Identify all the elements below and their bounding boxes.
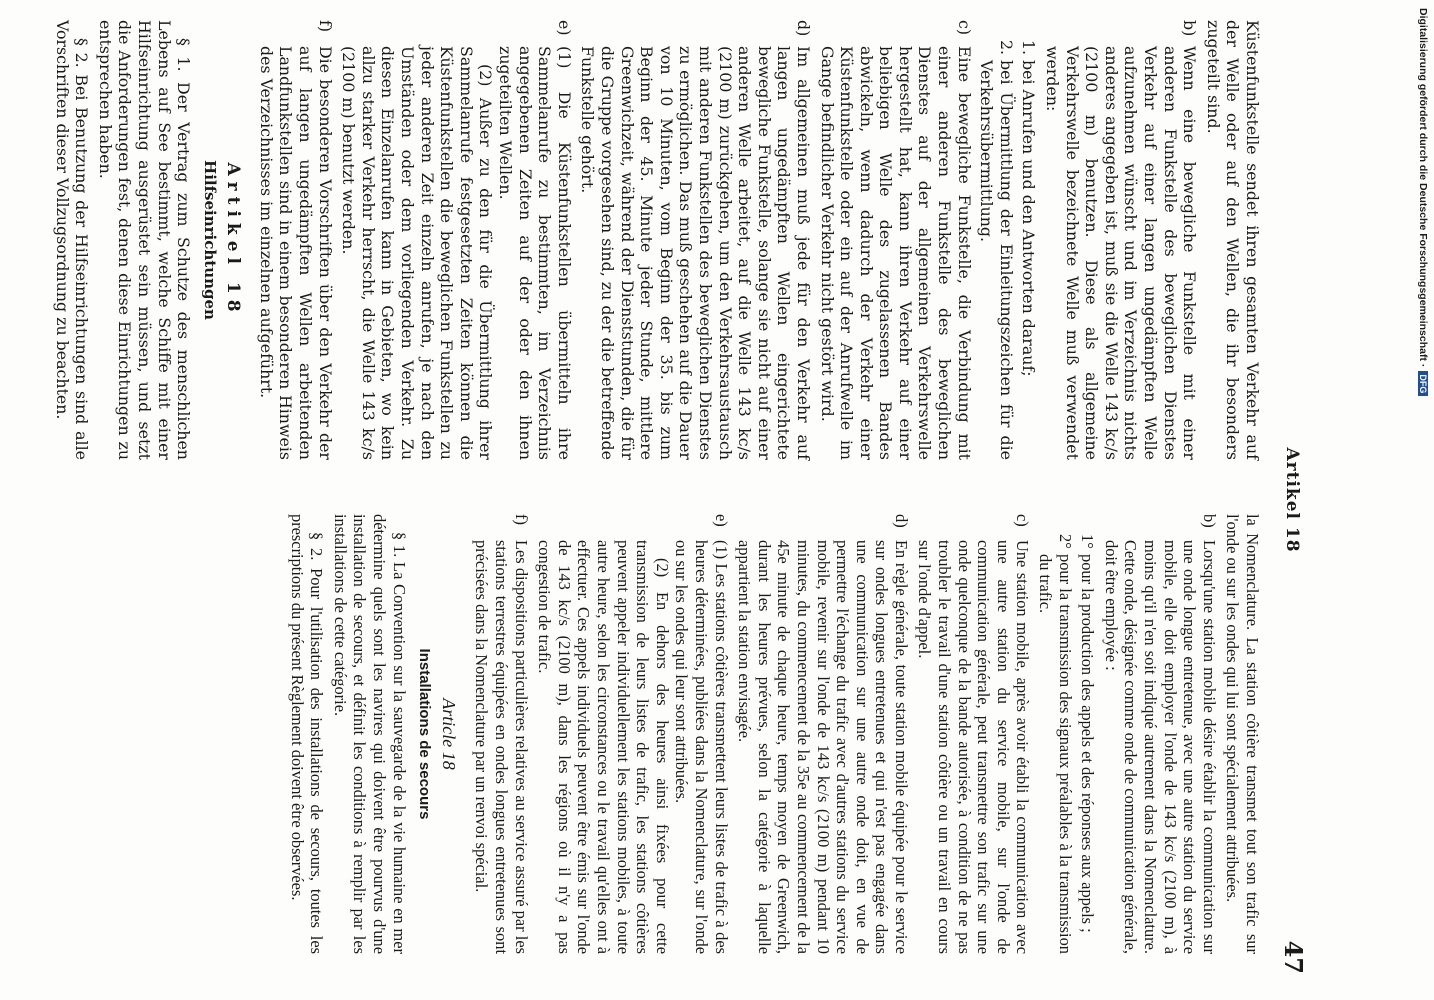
- french-paragraph-2: § 2. Pour l'utilisation des installations de secours, toutes les prescriptions du présent Règlement doivent être observées.: [287, 514, 327, 954]
- item-label: c): [954, 20, 974, 36]
- german-subitem-2: [977, 20, 1016, 460]
- french-item-f: [472, 514, 531, 954]
- item-label: c): [1013, 514, 1033, 527]
- subitem-label: 2.: [996, 40, 1016, 56]
- item-text: Une station mobile, après avoir établi la communication avec une autre station du service mobile, sur l'onde de communication générale, peut transmettre son trafic sur une onde quelconque de la bande autorisée, à condition de ne pas troubler le travail d'une station côtière ou un travail en cours sur l'onde d'appel.: [915, 540, 1033, 954]
- german-item-c: [817, 20, 974, 460]
- item-text: Im allgemeinen muß jede für den Verkehr auf langen ungedämpften Wellen eingerichtete bewegliche Funkstelle, solange sie nicht auf einer anderen Welle arbeitet, auf die Welle 143 kc/s (2100 m) zurückgehen, um den Verkehrsaustausch mit anderen Funkstellen des beweglichen Dienstes zu ermöglichen. Das muß geschehen auf die Dauer von 10 Minuten, vom Beginn der 35. bis zum Beginn der 45. Minute jeder Stunde, mittlere Greenwichzeit, während der Dienststunden, die für die Gruppe vorgesehen sind, zu der die betreffende Funkstelle gehört.: [578, 46, 813, 460]
- german-item-b: [1042, 20, 1199, 460]
- french-section-title: Installations de secours: [416, 648, 434, 820]
- item-label: b): [1180, 20, 1200, 37]
- french-item-d: [735, 514, 911, 954]
- item-label: b): [1199, 514, 1219, 528]
- german-section-title: Hilfseinrichtungen: [200, 160, 219, 320]
- item-text: Eine bewegliche Funkstelle, die Verbindung mit einer anderen Funkstelle des beweglichen Dienstes auf der allgemeinen Verkehrswelle hergestellt hat, kann ihren Verkehr auf einer beliebigen Welle des zugelassenen Bandes abwickeln, wenn dadurch der Verkehr einer Küstenfunkstelle oder ein auf der Anrufwelle im Gange befindlicher Verkehr nicht gestört wird.: [817, 46, 974, 460]
- subitem-label: 1.: [1019, 40, 1039, 56]
- german-column: [48, 20, 1262, 460]
- german-item-f: [256, 20, 334, 460]
- stamp-text-row: [1412, 8, 1434, 1000]
- french-intro: la Nomenclature. La station côtière transmet tout son trafic sur l'onde ou sur les ondes qui lui sont spécialement attribuées.: [1223, 514, 1262, 954]
- item-label: f): [315, 20, 335, 33]
- subitem-label: 2°: [1055, 534, 1075, 549]
- german-subitem-1: [1019, 20, 1039, 460]
- french-column: [283, 514, 1262, 954]
- item-label: f): [511, 514, 531, 525]
- german-item-e: [339, 20, 574, 460]
- german-paragraph-2: § 2. Bei Benutzung der Hilfseinrichtungen sind alle Vorschriften dieser Vollzugsordnung zu beachten.: [52, 20, 92, 460]
- german-paragraph-1: § 1. Der Vertrag zum Schutze des menschlichen Lebens auf See bestimmt, welche Schiffe mit einer Hilfseinrichtung ausgerüstet sein müssen, und setzt die Anforderungen fest, denen diese Einrichtungen zu entsprechen haben.: [95, 20, 194, 460]
- digitization-stamp: [1412, 8, 1434, 1000]
- subitem-text: pour la transmission des signaux préalables à la transmission du trafic.: [1036, 554, 1075, 954]
- page-header: [1270, 20, 1310, 980]
- item-text: (1) Die Küstenfunkstellen übermitteln ihre Sammelanrufe zu bestimmten, im Verzeichnis angegebenen Zeiten auf der oder den ihnen zugeteilten Wellen.: [496, 46, 574, 460]
- item-text: Lorsqu'une station mobile désire établir la communication sur une onde longue entretenue, avec une autre station du service mobile, elle doit employer l'onde de 143 kc/s (2100 m), à moins qu'il n'en soit indiqué autrement dans la Nomenclature. Cette onde, désignée comme onde de communication générale, doit être employée :: [1101, 540, 1219, 954]
- item-text: Die besonderen Vorschriften über den Verkehr der auf langen ungedämpften Wellen arbeitenden Landfunkstellen sind in einem besonderen Hinweis des Verzeichnisses im einzelnen aufgeführt.: [256, 46, 335, 460]
- item-text: Wenn eine bewegliche Funkstelle mit einer anderen Funkstelle des beweglichen Dienstes Verkehr auf einer langen ungedämpften Welle aufzunehmen wünscht und im Verzeichnis nichts anderes angegeben ist, muß sie die Welle 143 kc/s (2100 m) benutzen. Diese als allgemeine Verkehrswelle bezeichnete Welle muß verwendet werden:: [1043, 46, 1200, 460]
- item-label: e): [711, 514, 731, 527]
- subitem-text: pour la production des appels et des réponses aux appels ;: [1078, 554, 1098, 933]
- french-subitem-1: [1078, 514, 1098, 954]
- item-text-2: (2) Außer zu den für die Übermittlung ihrer Sammelanrufe festgesetzten Zeiten können die Küstenfunkstellen die beweglichen Funkstellen zu jeder anderen Zeit einzeln anrufen, je nach den Umständen oder dem vorliegenden Verkehr. Zu diesen Einzelanrufen kann in Gebieten, wo kein allzu starker Verkehr herrscht, die Welle 143 kc/s (2100 m) benutzt werden.: [339, 46, 496, 460]
- item-text-2: (2) En dehors des heures ainsi fixées pour cette transmission de leurs listes de trafic, les stations côtières peuvent appeler individuellement les stations mobiles, à toute autre heure, selon les circonstances ou le travail qu'elles ont à effectuer. Ces appels individuels peuvent être émis sur l'onde de 143 kc/s (2100 m), dans les régions où il n'y a pas congestion de trafic.: [535, 540, 672, 954]
- rotated-page: [52, 20, 1310, 980]
- item-text: Les dispositions particulières relatives au service assuré par les stations terrestres équipées en ondes longues entretenues sont précisées dans la Nomenclature par un renvoi spécial.: [472, 540, 531, 954]
- item-label: e): [554, 20, 574, 36]
- dfg-logo-icon: DFG: [1418, 371, 1428, 396]
- stamp-text: Digitalisierung gefördert durch die Deutsche Forschungsgemeinschaft ·: [1417, 8, 1429, 368]
- french-item-e: [535, 514, 731, 954]
- item-text: (1) Les stations côtières transmettent leurs listes de trafic à des heures déterminées, publiées dans la Nomenclature, sur l'onde ou sur les ondes qui leur sont attribuées.: [672, 540, 731, 954]
- subitem-text: bei Anrufen und den Antworten darauf;: [1019, 60, 1039, 377]
- german-article-heading: Artikel 18: [223, 162, 244, 318]
- document-page: [52, 20, 1310, 980]
- french-article-heading: Article 18: [438, 698, 459, 770]
- item-text: En règle générale, toute station mobile équipée pour le service sur ondes longues entretenues et qui n'est pas engagée dans une communication sur une autre onde doit, en vue de permettre l'échange du trafic avec d'autres stations du service mobile, revenir sur l'onde de 143 kc/s (2100 m) pendant 10 minutes, du commencement de la 35e au commencement de la 45e minute de chaque heure, temps moyen de Greenwich, durant les heures prévues, selon la catégorie à laquelle appartient la station envisagée.: [735, 540, 911, 954]
- german-item-d: [578, 20, 813, 460]
- item-label: d): [891, 514, 911, 528]
- running-head: Artikel 18: [1282, 447, 1302, 553]
- page-number: 47: [1279, 940, 1308, 974]
- french-item-b: [1101, 514, 1219, 954]
- subitem-text: bei Übermittlung der Einleitungszeichen für die Verkehrsübermittlung.: [977, 60, 1016, 460]
- french-subitem-2: [1035, 514, 1074, 954]
- item-label: d): [793, 20, 813, 37]
- german-intro: Küstenfunkstelle sendet ihren gesamten Verkehr auf der Welle oder auf den Wellen, die ihr besonders zugeteilt sind.: [1203, 20, 1262, 460]
- french-item-c: [915, 514, 1033, 954]
- french-paragraph-1: § 1. La Convention sur la sauvegarde de la vie humaine en mer détermine quels sont les navires qui doivent être pourvus d'une installation de secours, et définit les conditions à remplir par les installations de cette catégorie.: [330, 514, 409, 954]
- subitem-label: 1°: [1078, 534, 1098, 549]
